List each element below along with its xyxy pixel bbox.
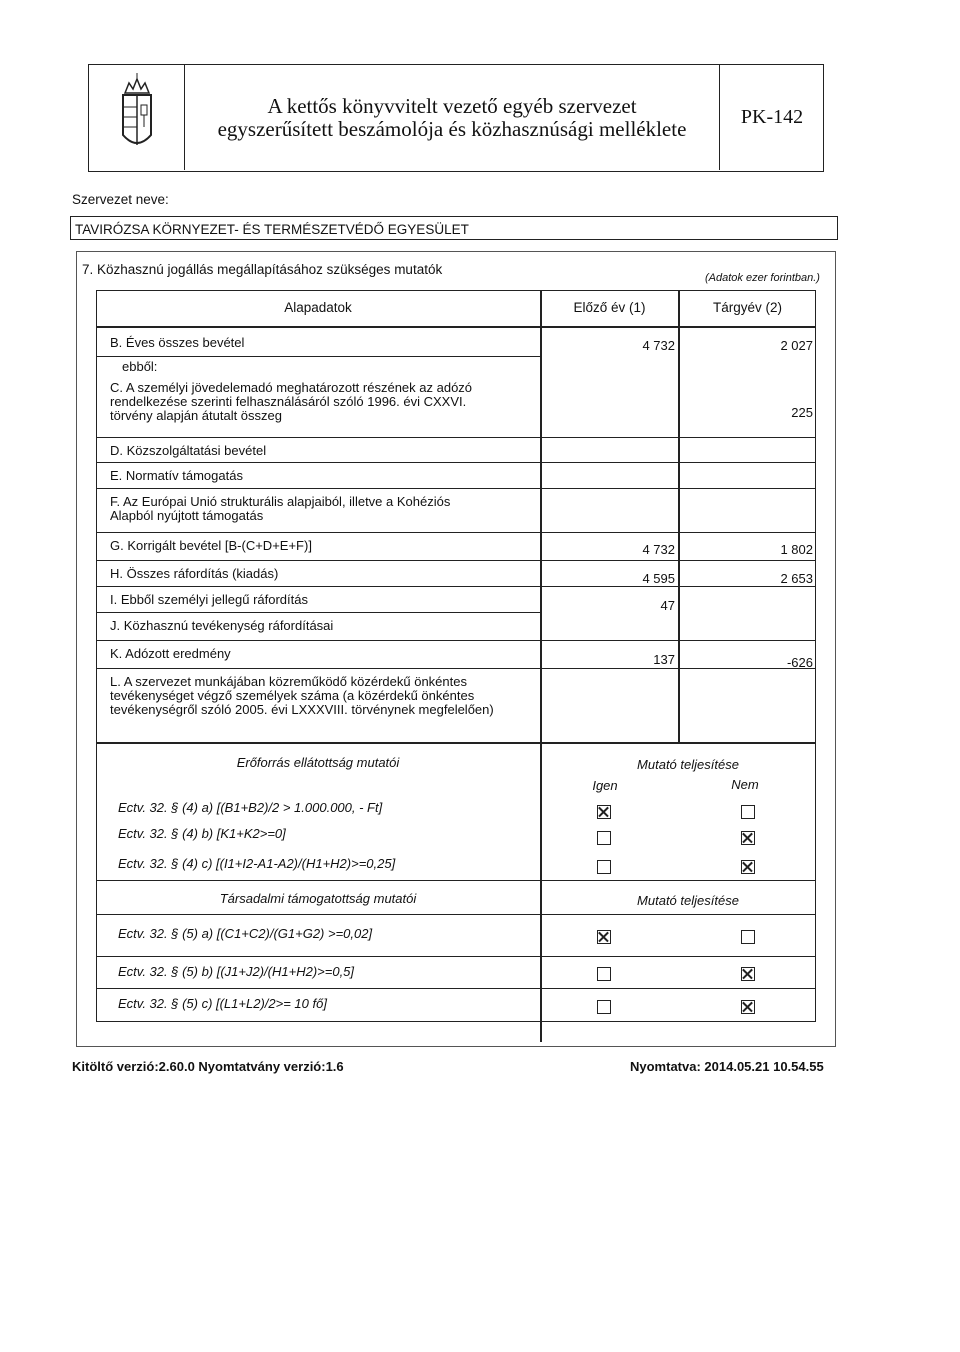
row-sep	[96, 462, 816, 463]
col-header-curr: Tárgyév (2)	[712, 300, 783, 315]
form-title	[185, 65, 720, 170]
table-header-divider	[96, 326, 816, 328]
row-sep	[96, 356, 542, 357]
value-b-curr: 2 027	[780, 338, 813, 353]
social-c-yes-checkbox[interactable]	[597, 1000, 611, 1014]
row-sep	[96, 956, 816, 957]
yes-header: Igen	[592, 778, 618, 793]
row-label-ebbol: ebből:	[122, 359, 158, 374]
resource-label-c: Ectv. 32. § (4) c) [(I1+I2-A1-A2)/(H1+H2)>=0,25]	[118, 856, 396, 871]
social-label-c: Ectv. 32. § (5) c) [(L1+L2)/2>= 10 fő]	[118, 996, 327, 1011]
row-sep	[96, 488, 816, 489]
footer-version: Kitöltő verzió:2.60.0 Nyomtatvány verzió:1.6	[72, 1059, 344, 1074]
social-c-no-checkbox[interactable]	[741, 1000, 755, 1014]
row-label-c: C. A személyi jövedelemadó meghatározott részének az adózó rendelkezése szerinti felhasználásáról szóló 1996. évi CXXVI. törvény alapján átutalt összeg	[110, 380, 473, 423]
resource-c-no-checkbox[interactable]	[741, 860, 755, 874]
value-h-curr: 2 653	[780, 571, 813, 586]
column-divider-curr	[678, 290, 680, 742]
social-b-no-checkbox[interactable]	[741, 967, 755, 981]
footer-printed: Nyomtatva: 2014.05.21 10.54.55	[630, 1059, 824, 1074]
row-label-e: E. Normatív támogatás	[110, 468, 243, 483]
resource-label-b: Ectv. 32. § (4) b) [K1+K2>=0]	[118, 826, 286, 841]
no-header: Nem	[731, 777, 759, 792]
social-label-a: Ectv. 32. § (5) a) [(C1+C2)/(G1+G2) >=0,02]	[118, 926, 373, 941]
col-header-base: Alapadatok	[284, 300, 352, 315]
value-g-prev: 4 732	[642, 542, 675, 557]
row-label-g: G. Korrigált bevétel [B-(C+D+E+F)]	[110, 538, 312, 553]
value-i-prev: 47	[660, 598, 675, 613]
org-name-label: Szervezet neve:	[72, 192, 169, 207]
row-sep	[96, 586, 816, 587]
row-label-j: J. Közhasznú tevékenység ráfordításai	[110, 618, 334, 633]
social-b-yes-checkbox[interactable]	[597, 967, 611, 981]
unit-note: (Adatok ezer forintban.)	[705, 272, 820, 284]
row-label-i: I. Ebből személyi jellegű ráfordítás	[110, 592, 308, 607]
form-code: PK-142	[740, 106, 804, 128]
resources-title: Erőforrás ellátottság mutatói	[236, 755, 400, 770]
value-b-prev: 4 732	[642, 338, 675, 353]
social-a-yes-checkbox[interactable]	[597, 930, 611, 944]
value-c-curr: 225	[791, 405, 813, 420]
row-sep	[96, 437, 816, 438]
coat-of-arms-icon	[89, 65, 185, 170]
resource-c-yes-checkbox[interactable]	[597, 860, 611, 874]
value-h-prev: 4 595	[642, 571, 675, 586]
org-name-field: TAVIRÓZSA KÖRNYEZET- ÉS TERMÉSZETVÉDŐ EGYESÜLET	[70, 216, 838, 240]
resource-b-no-checkbox[interactable]	[741, 831, 755, 845]
row-label-d: D. Közszolgáltatási bevétel	[110, 443, 267, 458]
row-sep	[96, 612, 542, 613]
resource-b-yes-checkbox[interactable]	[597, 831, 611, 845]
resources-fulfil-header: Mutató teljesítése	[637, 757, 739, 772]
social-label-b: Ectv. 32. § (5) b) [(J1+J2)/(H1+H2)>=0,5]	[118, 964, 355, 979]
row-sep	[96, 532, 816, 533]
row-sep	[96, 988, 816, 989]
social-title: Társadalmi támogatottság mutatói	[219, 891, 417, 906]
value-k-curr: -626	[786, 655, 813, 670]
row-label-f: F. Az Európai Unió strukturális alapjaiból, illetve a Kohéziós Alapból nyújtott támogatás	[110, 494, 451, 523]
resource-a-yes-checkbox[interactable]	[597, 805, 611, 819]
section-title: 7. Közhasznú jogállás megállapításához szükséges mutatók	[82, 262, 443, 277]
row-sep	[96, 560, 816, 561]
row-label-l: L. A szervezet munkájában közreműködő közérdekű önkéntes tevékenységet végző személyek száma (a közérdekű önkéntes tevékenységről szóló 2005. évi LXXXVIII. törvénynek megfelelően)	[110, 674, 494, 717]
table-mid-divider	[96, 742, 816, 744]
column-divider-prev	[540, 290, 542, 742]
row-sep	[96, 914, 816, 915]
social-fulfil-header: Mutató teljesítése	[637, 893, 739, 908]
form-title-line2: egyszerűsített beszámolója és közhasznúsági melléklete	[217, 116, 687, 141]
row-label-b: B. Éves összes bevétel	[110, 335, 245, 350]
row-label-k: K. Adózott eredmény	[110, 646, 231, 661]
row-sep	[96, 640, 816, 641]
value-k-prev: 137	[653, 652, 675, 667]
resource-label-a: Ectv. 32. § (4) a) [(B1+B2)/2 > 1.000.000, - Ft]	[118, 800, 383, 815]
resource-a-no-checkbox[interactable]	[741, 805, 755, 819]
form-title-line1: A kettős könyvvitelt vezető egyéb szervezet	[267, 93, 637, 118]
social-a-no-checkbox[interactable]	[741, 930, 755, 944]
row-sep	[96, 880, 816, 881]
col-header-prev: Előző év (1)	[573, 300, 646, 315]
form-header	[88, 64, 824, 172]
row-label-h: H. Összes ráfordítás (kiadás)	[110, 566, 279, 581]
lower-column-divider	[540, 742, 542, 1042]
value-g-curr: 1 802	[780, 542, 813, 557]
